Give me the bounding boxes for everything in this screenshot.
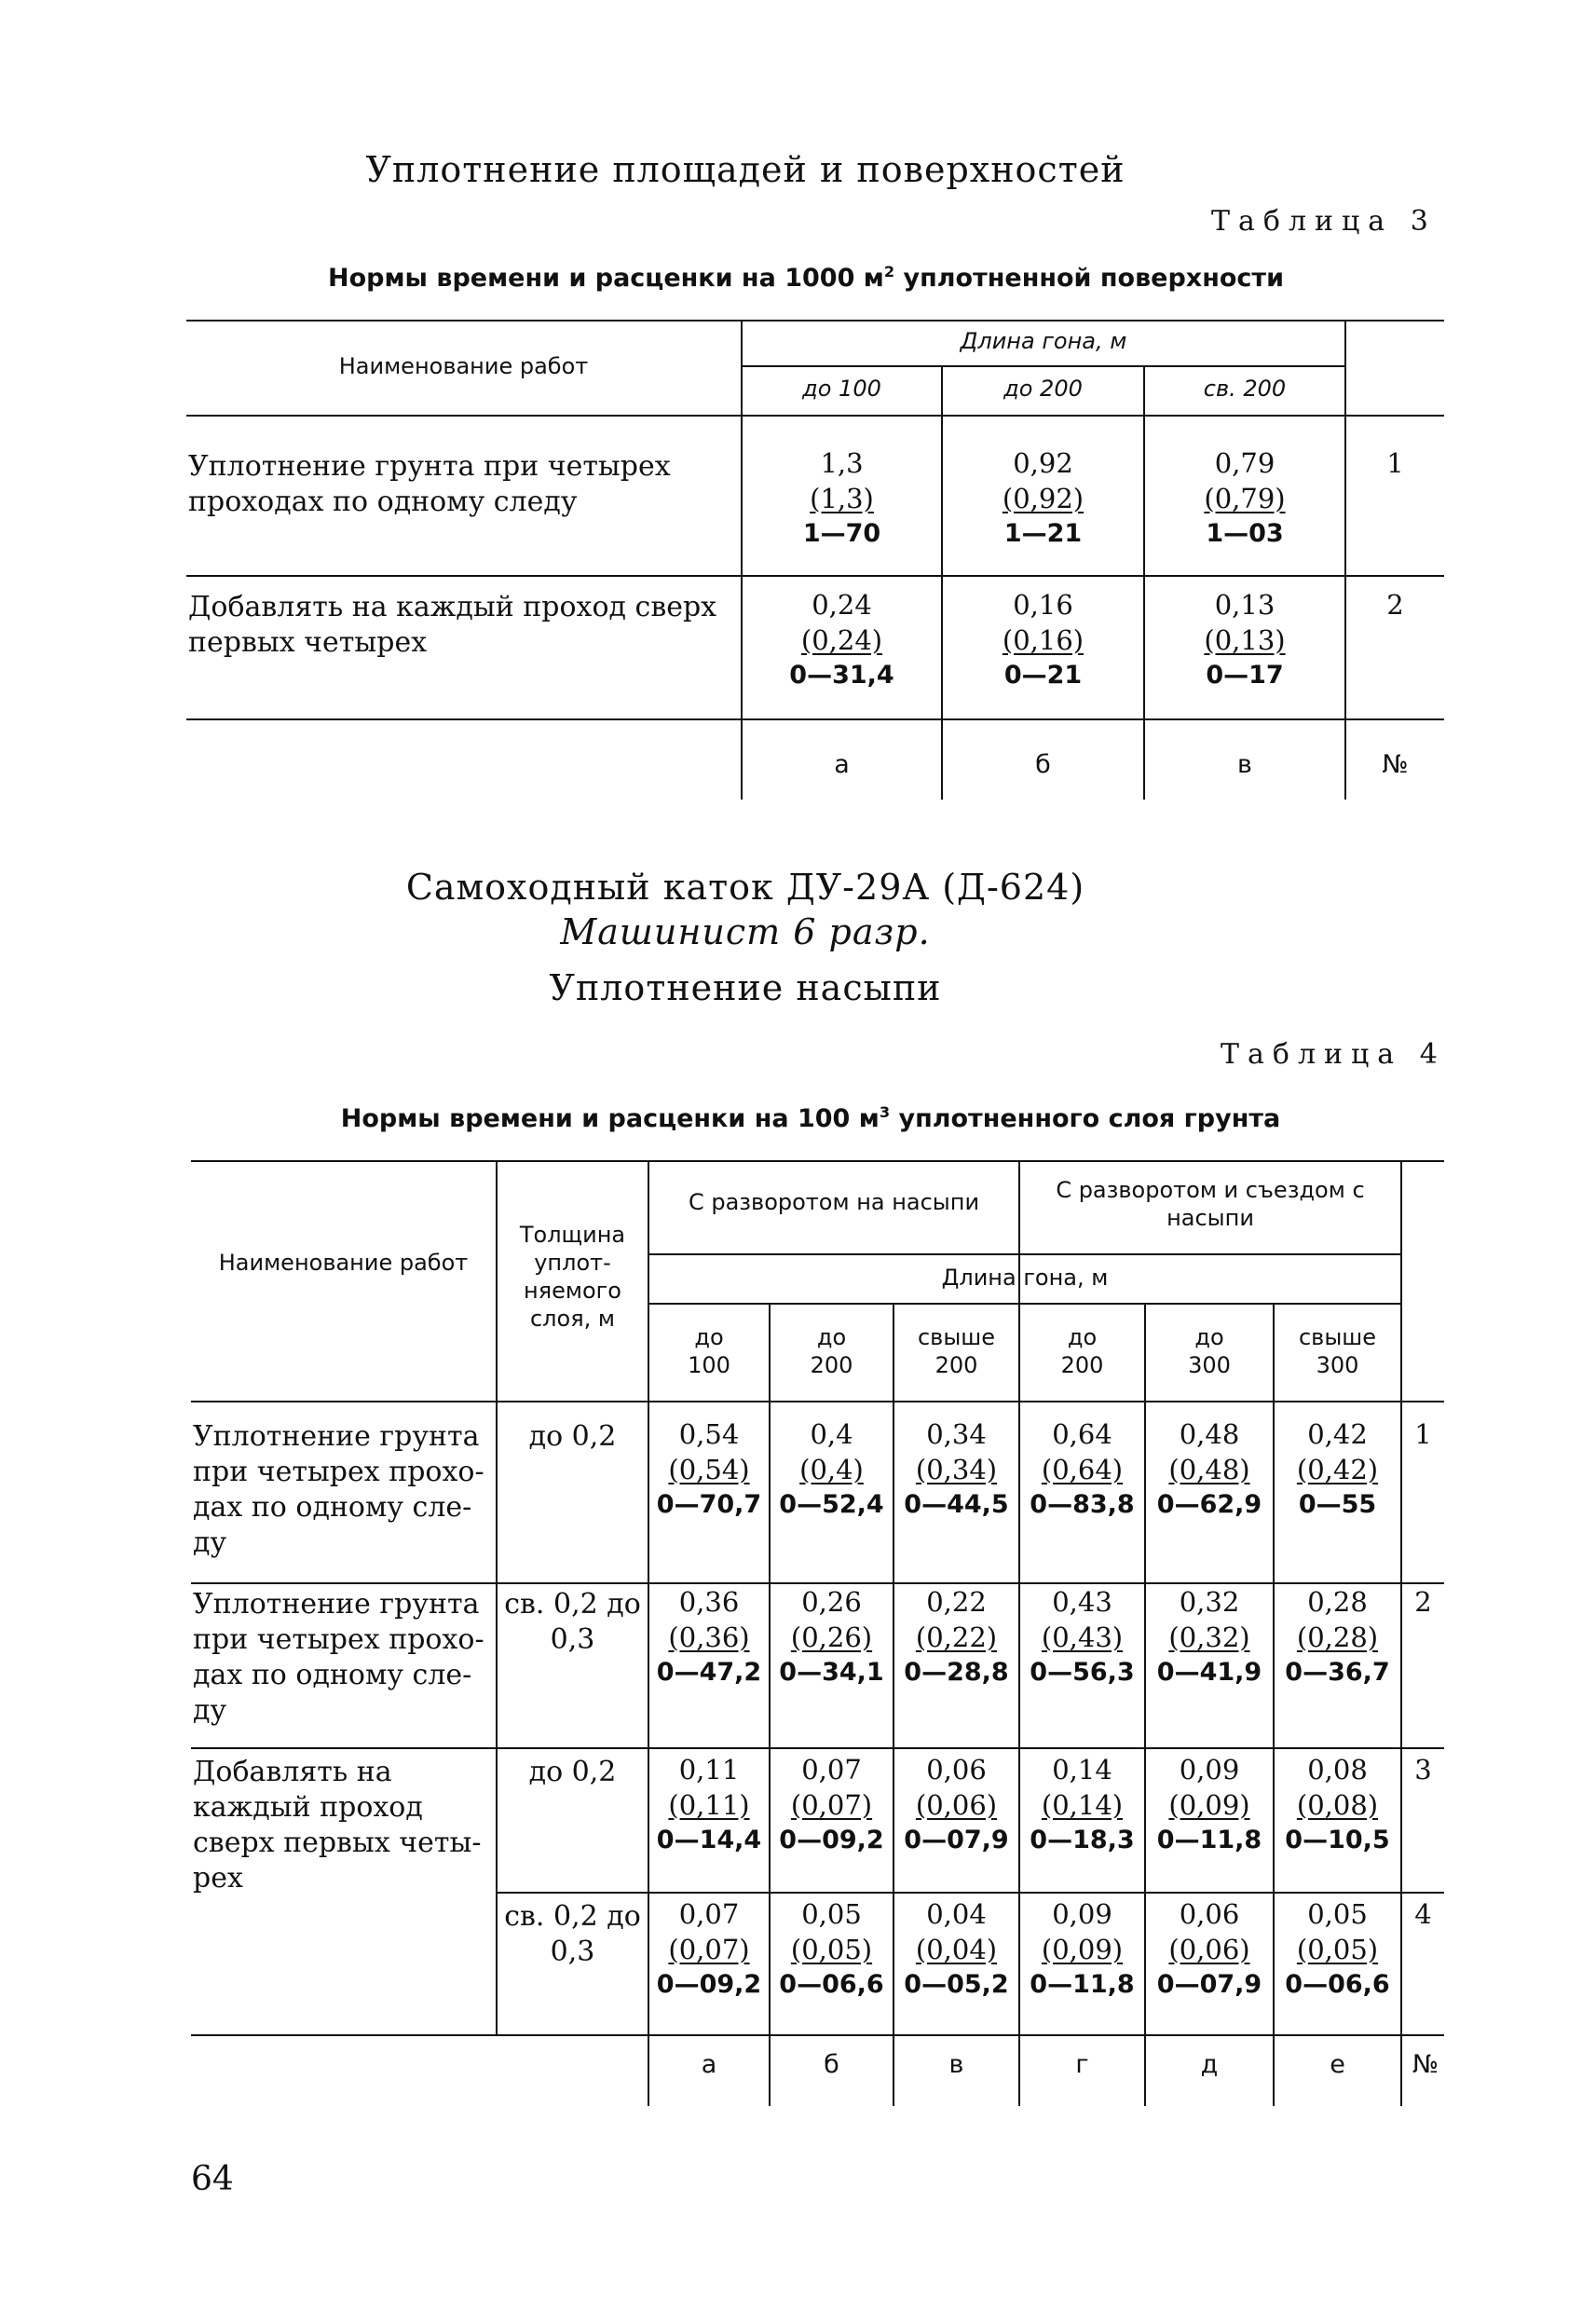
row-name: Уплотнение грунта при четырех прохо-дах по одному сле-ду [193,1588,484,1727]
row-thickness: до 0,2 [528,1756,617,1788]
value-cell [1275,1896,1400,2003]
row-number: 2 [1386,589,1404,621]
header-col-line2: 200 [934,1352,978,1378]
rate-value: 0—10,5 [1285,1826,1390,1854]
row-name: Уплотнение грунта при четырех проходах по одному следу [188,450,671,518]
rule [648,1253,1402,1255]
norm-value-paren: (0,32) [1168,1621,1250,1653]
caption-rest: уплотненной поверхности [894,264,1284,293]
norm-value-paren: (0,92) [1002,483,1084,514]
row-number: 2 [1414,1586,1432,1618]
row-number: 3 [1414,1754,1432,1785]
rule [648,1303,1402,1305]
rate-value: 0—31,4 [789,661,894,690]
rate-value: 0—47,2 [656,1658,762,1687]
norm-value: 0,14 [1052,1754,1112,1785]
header-group-b: С разворотом и съездом с насыпи [1056,1177,1365,1231]
rate-value: 0—05,2 [904,1970,1009,1999]
rate-value: 0—34,1 [779,1658,884,1687]
caption-text: Нормы времени и расценки на 100 м [340,1104,880,1133]
norm-value-paren: (0,05) [790,1934,873,1965]
header-thickness: Толщина уплот-няемого слоя, м [519,1222,626,1332]
rate-value: 1—70 [802,519,881,548]
caption-rest: уплотненного слоя грунта [890,1104,1281,1133]
norm-value: 0,79 [1214,447,1275,479]
norm-value-paren: (0,79) [1204,483,1286,514]
norm-value: 0,08 [1307,1754,1368,1785]
row-number: 4 [1414,1898,1432,1930]
header-col: до 200 [1003,376,1083,402]
rate-value: 0—56,3 [1030,1658,1135,1687]
value-cell [1020,1752,1144,1858]
rate-value: 0—18,3 [1030,1826,1135,1854]
value-cell [771,1584,893,1690]
rate-value: 0—07,9 [904,1826,1009,1854]
rate-value: 0—41,9 [1156,1658,1262,1687]
norm-value: 0,04 [926,1898,987,1930]
rate-value: 0—21 [1003,661,1083,690]
header-col [649,1323,769,1379]
value-cell [1020,1416,1144,1523]
rate-value: 0—14,4 [656,1826,762,1854]
header-col-line1: до [694,1324,724,1350]
norm-value: 0,07 [801,1754,862,1785]
rate-value: 0—70,7 [656,1490,762,1519]
header-col [1020,1323,1144,1379]
header-col [1146,1323,1273,1379]
rule [1400,1160,1402,2106]
column-letter: г [1075,2050,1089,2079]
table-number: Таблица 3 [1211,205,1437,238]
norm-value-paren: (0,16) [1002,624,1084,656]
caption-sup: 3 [879,1103,891,1121]
column-letter: а [834,750,850,779]
norm-value-paren: (0,08) [1296,1789,1379,1821]
rule [496,1892,1444,1894]
norm-value: 0,28 [1307,1586,1368,1618]
norm-value: 0,36 [678,1586,740,1618]
norm-value-paren: (0,34) [915,1454,998,1485]
norm-value-paren: (0,64) [1041,1454,1124,1485]
norm-value: 0,43 [1052,1586,1112,1618]
header-col-line2: 200 [1060,1352,1104,1378]
norm-value: 0,64 [1052,1418,1112,1450]
value-cell [894,1896,1018,2003]
norm-value: 0,54 [678,1418,740,1450]
norm-value: 0,09 [1052,1898,1112,1930]
norm-value-paren: (0,28) [1296,1621,1379,1653]
norm-value-paren: (1,3) [810,483,874,514]
value-cell [894,1416,1018,1523]
column-letter: е [1330,2050,1345,2079]
norm-value-paren: (0,22) [915,1621,998,1653]
value-cell [1020,1896,1144,2003]
value-cell [1275,1584,1400,1690]
row-number: 1 [1386,447,1404,479]
value-cell [1146,1416,1273,1523]
norm-value-paren: (0,24) [800,624,883,656]
norm-value-paren: (0,09) [1168,1789,1250,1821]
norm-value: 0,06 [1179,1898,1240,1930]
rate-value: 0—83,8 [1030,1490,1135,1519]
work-title: Уплотнение насыпи [549,967,942,1008]
caption-sup: 2 [883,263,895,280]
rate-value: 1—03 [1206,519,1284,548]
rate-value: 0—17 [1206,661,1284,690]
header-col [771,1323,893,1379]
value-cell [771,1896,893,2003]
value-cell [1275,1752,1400,1858]
column-letter: д [1200,2050,1219,2079]
header-length: Длина гона, м [941,1265,1109,1291]
norm-value-paren: (0,4) [799,1454,864,1485]
value-cell [894,1584,1018,1690]
column-letter: а [701,2050,717,2079]
norm-value-paren: (0,07) [668,1934,750,1965]
norm-value: 0,09 [1179,1754,1240,1785]
rate-value: 0—07,9 [1156,1970,1262,1999]
header-col-line2: 300 [1188,1352,1231,1378]
norm-value: 0,24 [812,589,872,621]
rate-value: 0—11,8 [1030,1970,1135,1999]
norm-value: 0,13 [1214,589,1275,621]
table-number: Таблица 4 [1221,1038,1446,1071]
header-name: Наименование работ [218,1250,469,1276]
rule [191,1401,1444,1402]
norm-value: 0,07 [678,1898,740,1930]
row-number: 1 [1414,1418,1432,1450]
norm-value-paren: (0,05) [1296,1934,1379,1965]
section-title: Уплотнение площадей и поверхностей [365,149,1125,190]
page-number: 64 [191,2160,234,2198]
norm-value: 0,06 [926,1754,987,1785]
header-col-line2: 300 [1316,1352,1359,1378]
rate-value: 0—09,2 [779,1826,884,1854]
rate-value: 0—09,2 [656,1970,762,1999]
norm-value-paren: (0,36) [668,1621,750,1653]
header-col-line1: до [816,1324,847,1350]
norm-value-paren: (0,42) [1296,1454,1379,1485]
rate-value: 0—11,8 [1156,1826,1262,1854]
header-col: св. 200 [1203,376,1287,402]
norm-value-paren: (0,14) [1041,1789,1124,1821]
rule [191,2034,1444,2036]
row-thickness: св. 0,2 до 0,3 [504,1900,641,1968]
value-cell [771,1416,893,1523]
column-letter: б [1035,750,1051,779]
norm-value: 0,48 [1179,1418,1240,1450]
header-col-line1: до [1194,1324,1224,1350]
norm-value: 0,05 [1307,1898,1368,1930]
rule [191,1747,1444,1749]
column-number-label: № [1412,2050,1439,2079]
machine-title: Самоходный каток ДУ-29А (Д-624) [405,867,1085,908]
norm-value-paren: (0,54) [668,1454,750,1485]
value-cell [1146,1584,1273,1690]
rate-value: 0—62,9 [1156,1490,1262,1519]
value-cell [1020,1584,1144,1690]
header-col: до 100 [802,376,881,402]
rate-value: 0—06,6 [1285,1970,1390,1999]
norm-value: 0,05 [801,1898,862,1930]
header-group: Длина гона, м [960,328,1127,354]
norm-value: 0,26 [801,1586,862,1618]
column-letter: в [1237,750,1252,779]
rate-value: 0—44,5 [904,1490,1009,1519]
norm-value-paren: (0,11) [668,1789,750,1821]
row-name: Добавлять на каждый проход сверх первых четы-рех [193,1756,482,1895]
header-col [1275,1323,1400,1379]
value-cell [1146,1752,1273,1858]
norm-value: 0,11 [678,1754,740,1785]
column-letter: в [948,2050,964,2079]
row-name: Добавлять на каждый проход сверх первых четырех [188,591,717,659]
caption-text: Нормы времени и расценки на 1000 м [328,264,884,293]
header-col-line2: 100 [688,1352,730,1378]
rule [191,1160,1444,1162]
header-col-line2: 200 [810,1352,853,1378]
value-cell [771,1752,893,1858]
rate-value: 0—28,8 [904,1658,1009,1687]
norm-value: 0,16 [1013,589,1073,621]
norm-value: 0,32 [1179,1586,1240,1618]
rate-value: 0—52,4 [779,1490,884,1519]
rate-value: 1—21 [1003,519,1083,548]
header-group-a: С разворотом на насыпи [688,1189,980,1215]
norm-value: 0,22 [926,1586,987,1618]
row-thickness: до 0,2 [528,1420,617,1453]
column-number-label: № [1382,750,1409,779]
row-name: Уплотнение грунта при четырех прохо-дах по одному сле-ду [193,1420,484,1559]
norm-value-paren: (0,43) [1041,1621,1124,1653]
value-cell [1275,1416,1400,1523]
value-cell [894,1752,1018,1858]
norm-value-paren: (0,13) [1204,624,1286,656]
norm-value: 0,4 [810,1418,853,1450]
row-thickness: св. 0,2 до 0,3 [504,1588,641,1656]
header-col-line1: свыше [1298,1324,1376,1350]
norm-value-paren: (0,04) [915,1934,998,1965]
header-name: Наименование работ [338,353,589,379]
value-cell [1146,1896,1273,2003]
column-letter: б [824,2050,839,2079]
header-col-line1: до [1067,1324,1098,1350]
rate-value: 0—36,7 [1285,1658,1390,1687]
value-cell [649,1584,769,1690]
norm-value-paren: (0,09) [1041,1934,1124,1965]
value-cell [649,1752,769,1858]
norm-value: 0,42 [1307,1418,1368,1450]
norm-value-paren: (0,07) [790,1789,873,1821]
rate-value: 0—55 [1298,1490,1377,1519]
operator-grade: Машинист 6 разр. [560,911,931,952]
norm-value: 1,3 [820,447,864,479]
norm-value-paren: (0,06) [915,1789,998,1821]
value-cell [649,1416,769,1523]
norm-value: 0,92 [1013,447,1073,479]
rate-value: 0—06,6 [779,1970,884,1999]
norm-value: 0,34 [926,1418,987,1450]
norm-value-paren: (0,48) [1168,1454,1250,1485]
norm-value-paren: (0,06) [1168,1934,1250,1965]
header-col-line1: свыше [917,1324,995,1350]
norm-value-paren: (0,26) [790,1621,873,1653]
header-col [894,1323,1018,1379]
value-cell [649,1896,769,2003]
